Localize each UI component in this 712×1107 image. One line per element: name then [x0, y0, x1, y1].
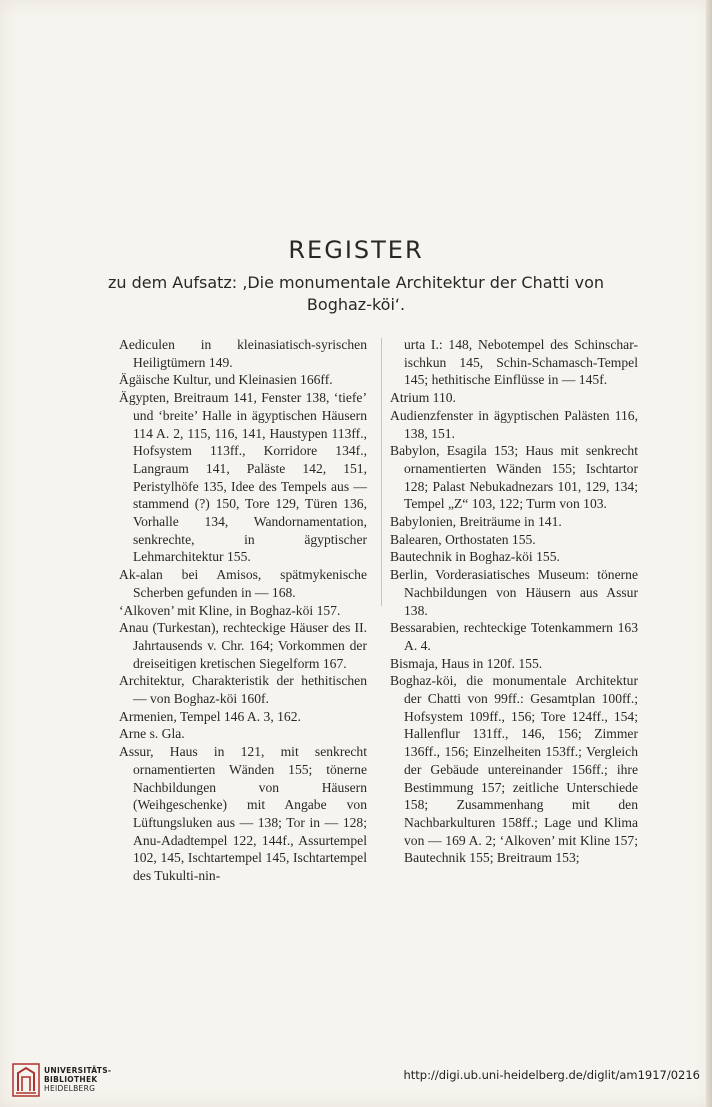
- index-entry: Ägäische Kultur, und Kleinasien 166ff.: [119, 372, 333, 388]
- page-edge: [706, 0, 712, 1107]
- index-entry: Assur, Haus in 121, mit senkrecht ornamentierten Wänden 155; tönerne Nachbildungen von Häusern (Weihgeschenke) mit Angabe von Lüftungsluken aus — 138; Tor in — 128; Anu-Adadtempel 122, 144f., Assurtempel 102, 145, Ischtartempel 145, Ischtartempel des Tukulti-nin-: [119, 744, 367, 884]
- index-entry: Berlin, Vorderasiatisches Museum: tönerne Nachbildungen von Häusern aus Assur 138.: [390, 567, 638, 618]
- index-entry: Ägypten, Breitraum 141, Fenster 138, ‘tiefe’ und ‘breite’ Halle in ägyptischen Häusern 114 A. 2, 115, 116, 141, Haustypen 113ff., Hofsystem 113ff., Korridore 134f., Langraum 141, Paläste 142, 151, Peristylhöfe 135, Idee des Tempels aus — stammend (?) 150, Tore 129, Türen 136, Vorhalle 134, Wandornamentation, senkrechte, in ägyptischer Lehmarchitektur 155.: [119, 390, 367, 565]
- library-logo-icon: [12, 1063, 40, 1097]
- index-entry: Bessarabien, rechteckige Totenkammern 163 A. 4.: [390, 620, 638, 653]
- library-name-line: HEIDELBERG: [44, 1084, 96, 1093]
- index-entry: Balearen, Orthostaten 155.: [390, 531, 536, 547]
- index-entry-continued: urta I.: 148, Nebotempel des Schinschar-ischkun 145, Schin-Schamasch-Tempel 145; hethitische Einflüsse in — 145f.: [404, 337, 638, 388]
- index-entry: ‘Alkoven’ mit Kline, in Boghaz-köi 157.: [119, 602, 341, 618]
- left-column: [119, 336, 367, 885]
- index-entry: Armenien, Tempel 146 A. 3, 162.: [119, 708, 301, 724]
- index-entry: Atrium 110.: [390, 390, 456, 406]
- index-entry: Aediculen in kleinasiatisch-syrischen Heiligtümern 149.: [119, 337, 367, 370]
- page-subtitle: zu dem Aufsatz: ‚Die monumentale Architektur der Chatti von Boghaz-köi‘.: [107, 273, 605, 314]
- index-entry: Arne s. Gla.: [119, 726, 185, 742]
- index-entry: Audienzfenster in ägyptischen Palästen 116, 138, 151.: [390, 407, 638, 441]
- library-name: [44, 1066, 111, 1093]
- library-name-line: BIBLIOTHEK: [44, 1075, 98, 1084]
- source-url-link[interactable]: http://digi.ub.uni-heidelberg.de/diglit/am1917/0216: [403, 1068, 700, 1082]
- right-column: [390, 336, 638, 867]
- index-entry: Architektur, Charakteristik der hethitischen — von Boghaz-köi 160f.: [119, 673, 367, 707]
- index-entry: Ak-alan bei Amisos, spätmykenische Scherben gefunden in — 168.: [119, 567, 367, 600]
- column-divider: [381, 338, 382, 606]
- page-title: REGISTER: [288, 236, 424, 264]
- library-name-line: UNIVERSITÄTS-: [44, 1066, 112, 1075]
- index-entry: Babylon, Esagila 153; Haus mit senkrecht ornamentierten Wänden 155; Ischtartor 128; Palast Nebukadnezars 101, 129, 134; Tempel „Z“ 103, 122; Turm von 103.: [390, 443, 638, 512]
- index-entry: Anau (Turkestan), rechteckige Häuser des II. Jahrtausends v. Chr. 164; Vorkommen der dreiseitigen kretischen Siegelform 167.: [119, 620, 367, 671]
- index-entry: Bismaja, Haus in 120f. 155.: [390, 655, 543, 671]
- index-entry: Babylonien, Breiträume in 141.: [390, 514, 562, 530]
- index-entry: Bautechnik in Boghaz-köi 155.: [390, 549, 560, 565]
- index-entry: Boghaz-köi, die monumentale Architektur der Chatti von 99ff.: Gesamtplan 100ff.; Hofsystem 109ff., 156; Tore 124ff., 154; Hallenflur 131ff., 146, 156; Zimmer 136ff., 156; Einzelheiten 153ff.; Vergleich der Gebäude untereinander 156ff.; ihre Bestimmung 157; zeitliche Unterschiede 158; Zusammenhang mit den Nachbarkulturen 158ff.; Lage und Klima von — 169 A. 2; ‘Alkoven’ mit Kline 157; Bautechnik 155; Breitraum 153;: [390, 673, 638, 866]
